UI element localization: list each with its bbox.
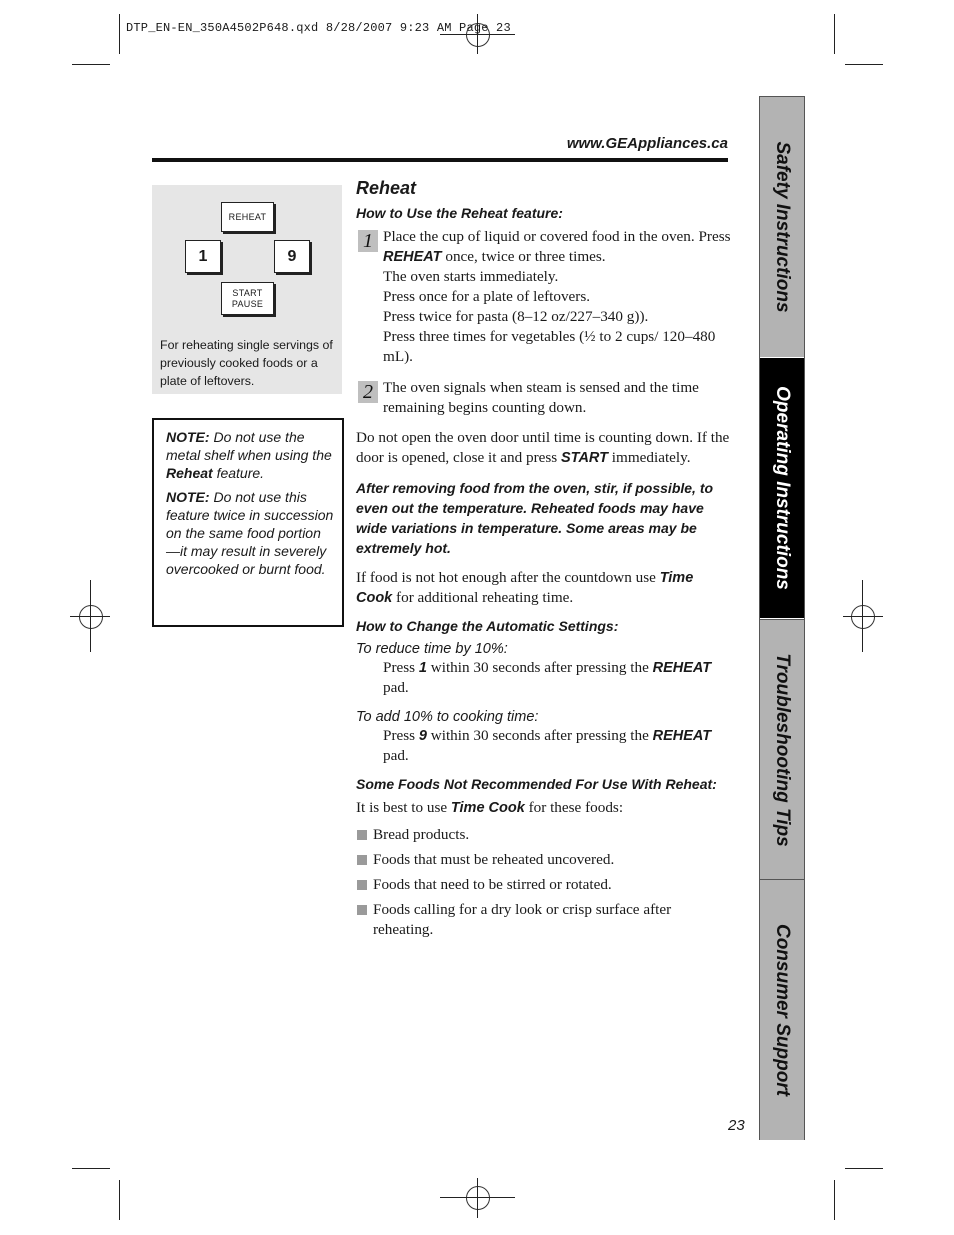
tab-label: Troubleshooting Tips: [772, 652, 793, 847]
not-recommended-heading: Some Foods Not Recommended For Use With Reheat:: [356, 776, 717, 792]
step-2-number: 2: [358, 381, 378, 403]
registration-mark: [440, 1197, 515, 1198]
registration-mark: [466, 1186, 490, 1210]
para-text: If food is not hot enough after the countdown use: [356, 569, 660, 586]
reduce-label: To reduce time by 10%:: [356, 641, 508, 657]
note-box: [152, 418, 344, 627]
registration-mark: [851, 605, 875, 629]
tab-label: Operating Instructions: [772, 386, 793, 590]
time-cook-bold: Time Cook: [450, 800, 525, 816]
header-rule: [152, 158, 728, 162]
key-1: [185, 240, 221, 273]
note-label: NOTE:: [166, 489, 210, 505]
para-text: for these foods:: [524, 799, 624, 816]
not-hot-paragraph: [356, 568, 731, 608]
tab-safety-instructions[interactable]: [760, 97, 804, 357]
door-paragraph: [356, 428, 731, 468]
crop-mark: [834, 1180, 835, 1220]
tab-label: Safety Instructions: [772, 141, 793, 313]
crop-mark: [119, 1180, 120, 1220]
reheat-key-label: REHEAT: [228, 211, 267, 222]
key-1-label: 1: [198, 247, 208, 265]
crop-mark: [845, 64, 883, 65]
tab-consumer-support[interactable]: [760, 879, 804, 1140]
best-paragraph: [356, 798, 731, 818]
step-1: [356, 227, 731, 367]
step-1-text: [383, 227, 731, 267]
start-pause-key: [221, 282, 274, 315]
para-text: Press: [383, 659, 419, 676]
list-item: Bread products.: [356, 825, 731, 845]
start-bold: START: [561, 450, 608, 466]
reheat-bold: REHEAT: [652, 728, 712, 744]
tab-label: Consumer Support: [772, 923, 793, 1097]
crop-mark: [845, 1168, 883, 1169]
tab-troubleshooting-tips[interactable]: [760, 619, 804, 879]
note-label: NOTE:: [166, 429, 210, 445]
add-label: To add 10% to cooking time:: [356, 709, 539, 725]
step-1-number: 1: [358, 230, 378, 252]
para-text: Do not open the oven door until time is counting down. If the door is opened, close it and press: [356, 429, 730, 466]
key-9: [274, 240, 310, 273]
step-text: Place the cup of liquid or covered food in the oven. Press: [383, 228, 731, 245]
how-to-use-heading: How to Use the Reheat feature:: [356, 205, 563, 221]
note-text: feature.: [212, 465, 265, 481]
step-1-line: Press three times for vegetables (½ to 2 cups/ 120–480 mL).: [383, 328, 716, 365]
step-text: once, twice or three times.: [441, 248, 606, 265]
note-bold: Reheat: [166, 465, 213, 481]
para-text: within 30 seconds after pressing the: [426, 727, 653, 744]
time-cook-bold: Time Cook: [356, 570, 694, 606]
list-item: Foods that need to be stirred or rotated.: [356, 875, 731, 895]
registration-mark: [79, 605, 103, 629]
key-9-label: 9: [287, 247, 297, 265]
note-text: Do not use this feature twice in succession on the same food portion—it may result in severely overcooked or burnt food.: [166, 489, 334, 577]
note-text: Do not use the metal shelf when using the: [166, 429, 332, 463]
reheat-bold: REHEAT: [652, 660, 712, 676]
note-2: [166, 488, 334, 578]
list-item: Foods that must be reheated uncovered.: [356, 850, 731, 870]
reheat-bold: REHEAT: [383, 249, 442, 265]
change-settings-heading: How to Change the Automatic Settings:: [356, 618, 619, 634]
registration-mark: [70, 616, 110, 617]
add-text: [356, 726, 731, 766]
para-text: for additional reheating time.: [392, 589, 574, 606]
step-1-line: The oven starts immediately.: [383, 268, 559, 285]
food-list: [356, 825, 731, 940]
pause-key-label: PAUSE: [231, 298, 264, 309]
registration-mark: [843, 616, 883, 617]
step-2: [356, 378, 731, 418]
page-number: 23: [728, 1117, 745, 1134]
crop-mark: [119, 14, 120, 54]
crop-mark: [72, 1168, 110, 1169]
tab-operating-instructions[interactable]: [760, 358, 804, 618]
note-1: [166, 428, 334, 482]
start-key-label: START: [232, 287, 263, 298]
website-url[interactable]: www.GEAppliances.ca: [566, 135, 728, 152]
crop-mark: [72, 64, 110, 65]
para-text: within 30 seconds after pressing the: [426, 659, 653, 676]
reheat-key: [221, 202, 274, 232]
keypad-caption: For reheating single servings of previously cooked foods or a plate of leftovers.: [160, 338, 333, 388]
file-slug: DTP_EN-EN_350A4502P648.qxd 8/28/2007 9:23 AM Page 23: [126, 21, 511, 35]
para-text: It is best to use: [356, 799, 451, 816]
key-bold: 1: [418, 660, 427, 676]
para-text: immediately.: [608, 449, 691, 466]
step-1-line: Press once for a plate of leftovers.: [383, 288, 591, 305]
para-text: pad.: [383, 747, 409, 764]
para-text: Press: [383, 727, 419, 744]
crop-mark: [834, 14, 835, 54]
section-tabs: [759, 96, 805, 1140]
warning-paragraph: After removing food from the oven, stir, if possible, to even out the temperature. Reheated foods may have wide variations in temperature. Some areas may be extremely hot.: [356, 480, 714, 556]
step-1-line: Press twice for pasta (8–12 oz/227–340 g)).: [383, 308, 649, 325]
reduce-text: [356, 658, 731, 698]
section-title: Reheat: [356, 178, 417, 198]
main-content: [356, 178, 731, 945]
registration-mark: [477, 1178, 478, 1218]
step-2-text: The oven signals when steam is sensed and the time remaining begins counting down.: [383, 379, 699, 416]
key-bold: 9: [418, 728, 427, 744]
para-text: pad.: [383, 679, 409, 696]
list-item: Foods calling for a dry look or crisp surface after reheating.: [356, 900, 731, 940]
